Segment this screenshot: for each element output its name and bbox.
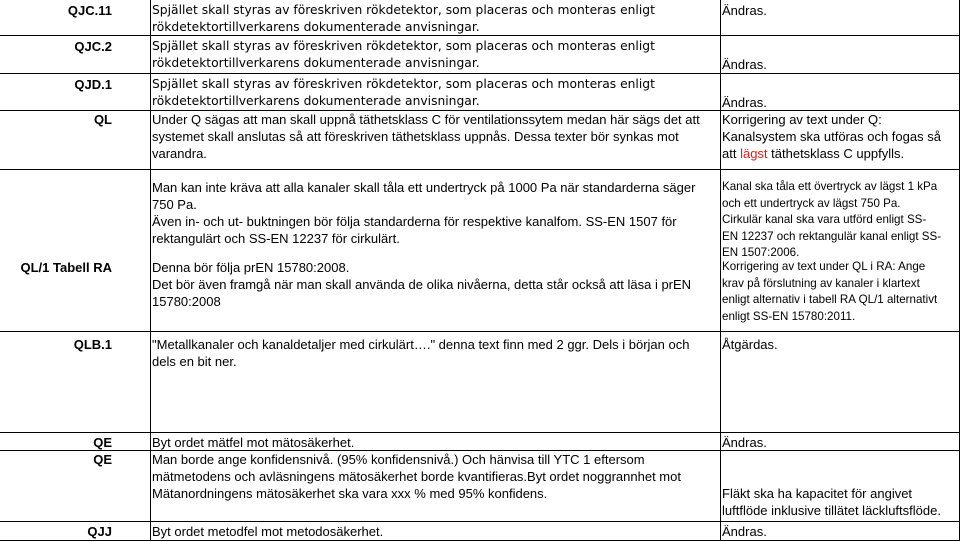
desc-line: rökdetektortillverkarens dokumenterade anvisningar.	[152, 94, 480, 108]
desc-line: dels en bit ner.	[152, 354, 237, 369]
row-desc-qlb1	[152, 336, 722, 370]
row-code-qjj: QJJ	[87, 524, 112, 539]
row-resp-qe1: Ändras.	[722, 435, 767, 450]
desc-line: rökdetektortillverkarens dokumenterade anvisningar.	[152, 20, 480, 34]
desc-line: systemet skall anslutas så att föreskriven täthetsklass uppnås. Dessa texter bör synkas mot	[152, 129, 679, 144]
resp-line: krav på förslutning av kanaler i klartext	[722, 276, 920, 290]
resp-line: Korrigering av text under QL i RA: Ange	[722, 260, 926, 273]
resp-line: Kanal ska tåla ett övertryck av lägst 1 kPa	[722, 180, 938, 193]
resp-line: EN 12237 och rektangulär kanal enligt SS-	[722, 229, 942, 243]
column-divider	[150, 0, 151, 541]
desc-line: Spjället skall styras av föreskriven rökdetektor, som placeras och monteras enligt	[152, 77, 655, 91]
desc-line: Det bör även framgå när man skall använda de olika nivåerna, detta står också att läsa i prEN	[152, 277, 692, 292]
resp-line: Cirkulär kanal ska vara utförd enligt SS-	[722, 213, 927, 226]
resp-text: täthetsklass C uppfylls.	[767, 146, 905, 161]
row-desc-ql	[152, 111, 722, 162]
row-desc-ql1-a	[152, 179, 722, 213]
row-resp-ql1-c	[722, 259, 956, 325]
resp-text: att	[722, 146, 741, 161]
row-desc-qjc2	[152, 38, 722, 72]
row-code-ql: QL	[93, 112, 112, 127]
resp-line: enligt alternativ i tabell RA QL/1 alternativt	[722, 293, 938, 306]
row-code-qlb1: QLB.1	[73, 337, 112, 352]
row-desc-qjj: Byt ordet metodfel mot metodosäkerhet.	[152, 524, 384, 539]
desc-line: Mätanordningens mätosäkerhet ska vara xxx % med 95% konfidens.	[152, 486, 548, 501]
resp-line: Kanalsystem ska utföras och fogas så	[722, 129, 941, 144]
row-resp-ql1-b	[722, 212, 956, 262]
row-desc-qe1: Byt ordet mätfel mot mätosäkerhet.	[152, 435, 355, 450]
desc-line: Under Q sägas att man skall uppnå täthetsklass C för ventilationssytem medan här sägs det att	[152, 112, 700, 127]
resp-line: och ett undertryck av lägst 750 Pa.	[722, 196, 901, 210]
row-divider	[0, 169, 960, 170]
row-resp-qjc2: Ändras.	[722, 57, 767, 72]
resp-line: Korrigering av text under Q:	[722, 112, 882, 127]
row-resp-qjd1: Ändras.	[722, 95, 767, 110]
row-desc-qjd1	[152, 76, 722, 110]
row-code-qjc11: QJC.11	[67, 3, 112, 18]
highlight-text: lägst	[740, 146, 768, 161]
row-code-qe1: QE	[93, 435, 112, 450]
row-divider	[0, 35, 960, 36]
row-resp-ql1-a	[722, 179, 956, 212]
row-divider	[0, 540, 960, 541]
resp-line: enligt SS-EN 15780:2011.	[722, 309, 856, 323]
row-divider	[0, 331, 960, 332]
desc-line: Även in- och ut- buktningen bör följa standarderna för respektive kanalfom. SS-EN 1507 för	[152, 214, 677, 229]
desc-line: Spjället skall styras av föreskriven rökdetektor, som placeras och monteras enligt	[152, 3, 655, 17]
desc-line: Denna bör följa prEN 15780:2008.	[152, 260, 350, 275]
row-desc-ql1-c	[152, 259, 722, 310]
row-desc-ql1-b	[152, 213, 722, 247]
resp-line	[722, 145, 956, 162]
desc-line: "Metallkanaler och kanaldetaljer med cirkulärt…." denna text finn med 2 ggr. Dels i början och	[152, 337, 690, 352]
row-resp-qe2	[722, 485, 956, 519]
row-desc-qjc11	[152, 2, 722, 36]
row-code-ql1: QL/1 Tabell RA	[20, 260, 112, 275]
desc-line: Man borde ange konfidensnivå. (95% konfidensnivå.) Och hänvisa till YTC 1 eftersom	[152, 452, 645, 467]
desc-line: rökdetektortillverkarens dokumenterade anvisningar.	[152, 56, 480, 70]
desc-line: 750 Pa.	[152, 197, 197, 212]
resp-line: Fläkt ska ha kapacitet för angivet	[722, 486, 913, 501]
desc-line: Man kan inte kräva att alla kanaler skall tåla ett undertryck på 1000 Pa när standarderna säger	[152, 180, 696, 195]
row-resp-qjc11: Ändras.	[722, 3, 767, 18]
row-resp-qjj: Ändras.	[722, 524, 767, 539]
row-code-qe2: QE	[93, 452, 112, 467]
desc-line: varandra.	[152, 146, 207, 161]
row-desc-qe2	[152, 451, 722, 502]
row-divider	[0, 432, 960, 433]
row-code-qjd1: QJD.1	[74, 77, 112, 92]
desc-line: rektangulärt och SS-EN 12237 för cirkulärt.	[152, 231, 400, 246]
row-divider	[0, 73, 960, 74]
row-code-qjc2: QJC.2	[74, 39, 112, 54]
column-divider	[720, 0, 721, 541]
resp-line: luftflöde inklusive tillätet läckluftsflöde.	[722, 503, 941, 518]
row-resp-qlb1: Åtgärdas.	[722, 337, 778, 352]
desc-line: mätmetodens och avläsningens mätosäkerhet borde kvantifieras.Byt ordet noggrannhet mot	[152, 469, 681, 484]
desc-line: 15780:2008	[152, 294, 221, 309]
desc-line: Spjället skall styras av föreskriven rökdetektor, som placeras och monteras enligt	[152, 39, 655, 53]
row-divider	[0, 521, 960, 522]
resp-line: EN 1507:2006.	[722, 246, 800, 259]
row-resp-ql	[722, 111, 956, 162]
